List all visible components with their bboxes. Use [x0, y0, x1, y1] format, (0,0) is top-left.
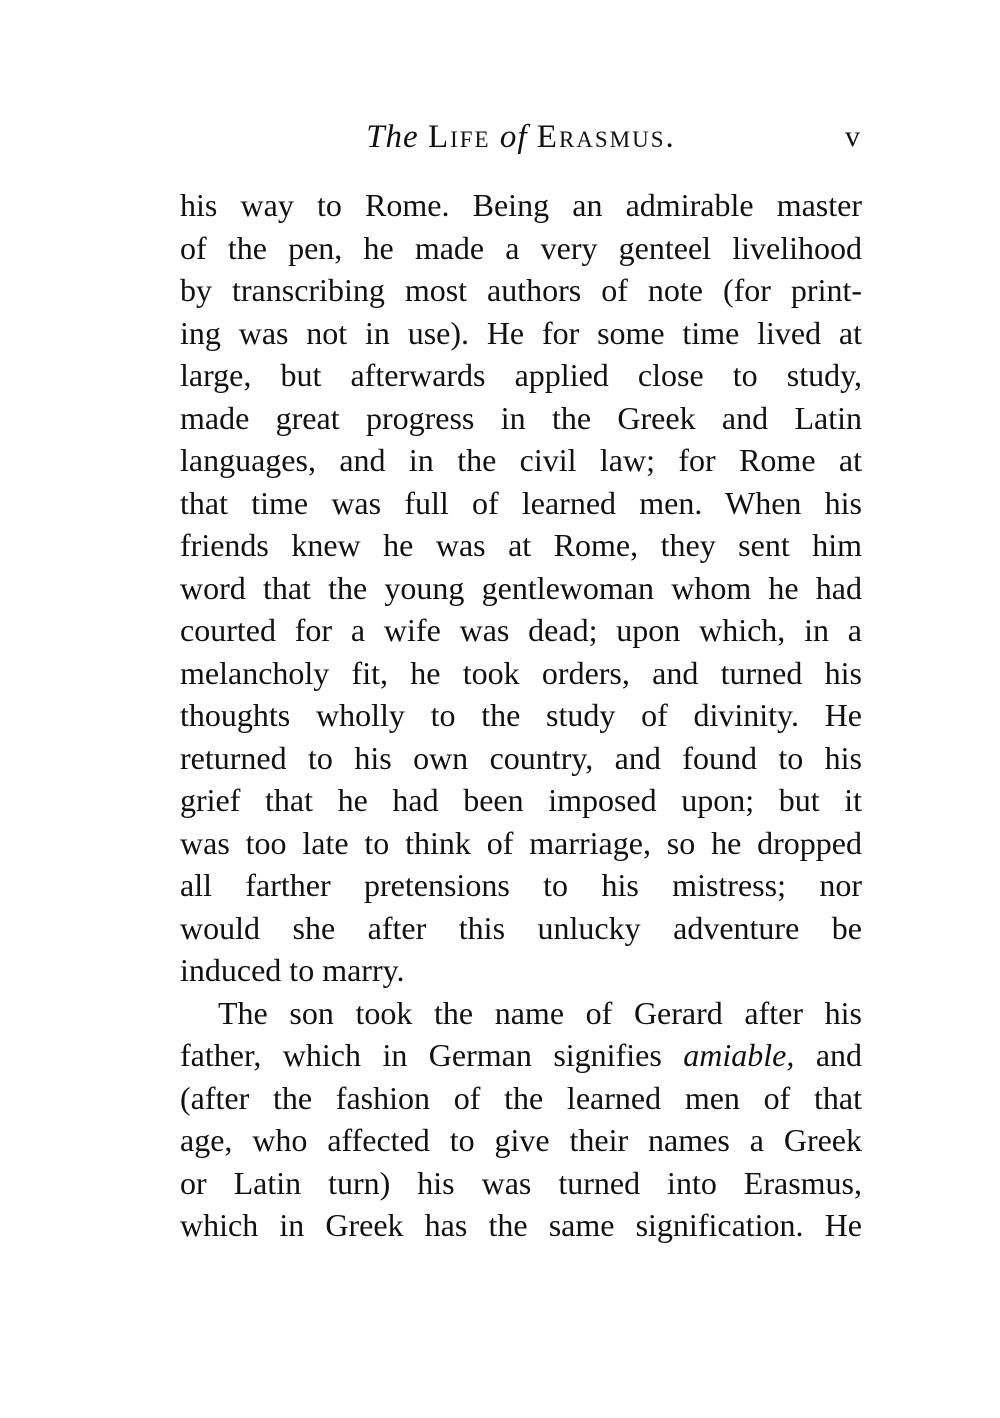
page-number: v: [845, 120, 860, 153]
text-line: courted for a wife was dead; upon which, in a: [180, 612, 862, 648]
text-line: was too late to think of marriage, so he dropped: [180, 824, 862, 861]
text-line: which in Greek has the same signification. He: [180, 1207, 862, 1243]
text-line: melancholy fit, he took orders, and turned his: [180, 654, 862, 691]
text-line: by transcribing most authors of note (for print-: [180, 272, 862, 308]
text-line: induced to marry.: [180, 952, 405, 988]
text-line: (after the fashion of the learned men of that: [180, 1079, 862, 1116]
text-line: age, who affected to give their names a Greek: [180, 1122, 862, 1158]
text-line: of the pen, he made a very genteel livelihood: [180, 229, 862, 266]
text-line: that time was full of learned men. When his: [180, 484, 862, 521]
text-line: made great progress in the Greek and Latin: [180, 399, 862, 436]
text-line: all farther pretensions to his mistress; nor: [180, 867, 862, 903]
text-line: ing was not in use). He for some time lived at: [180, 314, 862, 351]
text-line: thoughts wholly to the study of divinity. He: [180, 697, 862, 733]
text-line: The son took the name of Gerard after his: [218, 994, 862, 1031]
text-line: languages, and in the civil law; for Rome at: [180, 442, 862, 478]
title-life: Life: [427, 119, 491, 155]
text-line: word that the young gentlewoman whom he had: [180, 569, 862, 606]
title-the: The: [366, 119, 419, 155]
title-erasmus: Erasmus.: [536, 119, 676, 155]
text-line: would she after this unlucky adventure be: [180, 909, 862, 946]
running-head: [180, 114, 862, 160]
text-line: large, but afterwards applied close to study,: [180, 357, 862, 393]
text-line: his way to Rome. Being an admirable master: [180, 187, 862, 223]
paragraph-2: [180, 992, 862, 1247]
text-run: father, which in German signifies: [180, 1037, 662, 1073]
running-title: [180, 114, 862, 160]
text-run: and: [815, 1037, 863, 1073]
text-line: or Latin turn) his was turned into Erasmus,: [180, 1164, 862, 1201]
body-text: [180, 184, 862, 1247]
title-of: of: [499, 119, 528, 155]
paragraph-1: [180, 184, 862, 992]
text-line: grief that he had been imposed upon; but it: [180, 782, 862, 818]
text-line: returned to his own country, and found to his: [180, 739, 862, 776]
italic-word-amiable: amiable,: [683, 1037, 795, 1073]
text-line-with-emphasis: [180, 1034, 862, 1077]
text-line: friends knew he was at Rome, they sent him: [180, 527, 862, 563]
